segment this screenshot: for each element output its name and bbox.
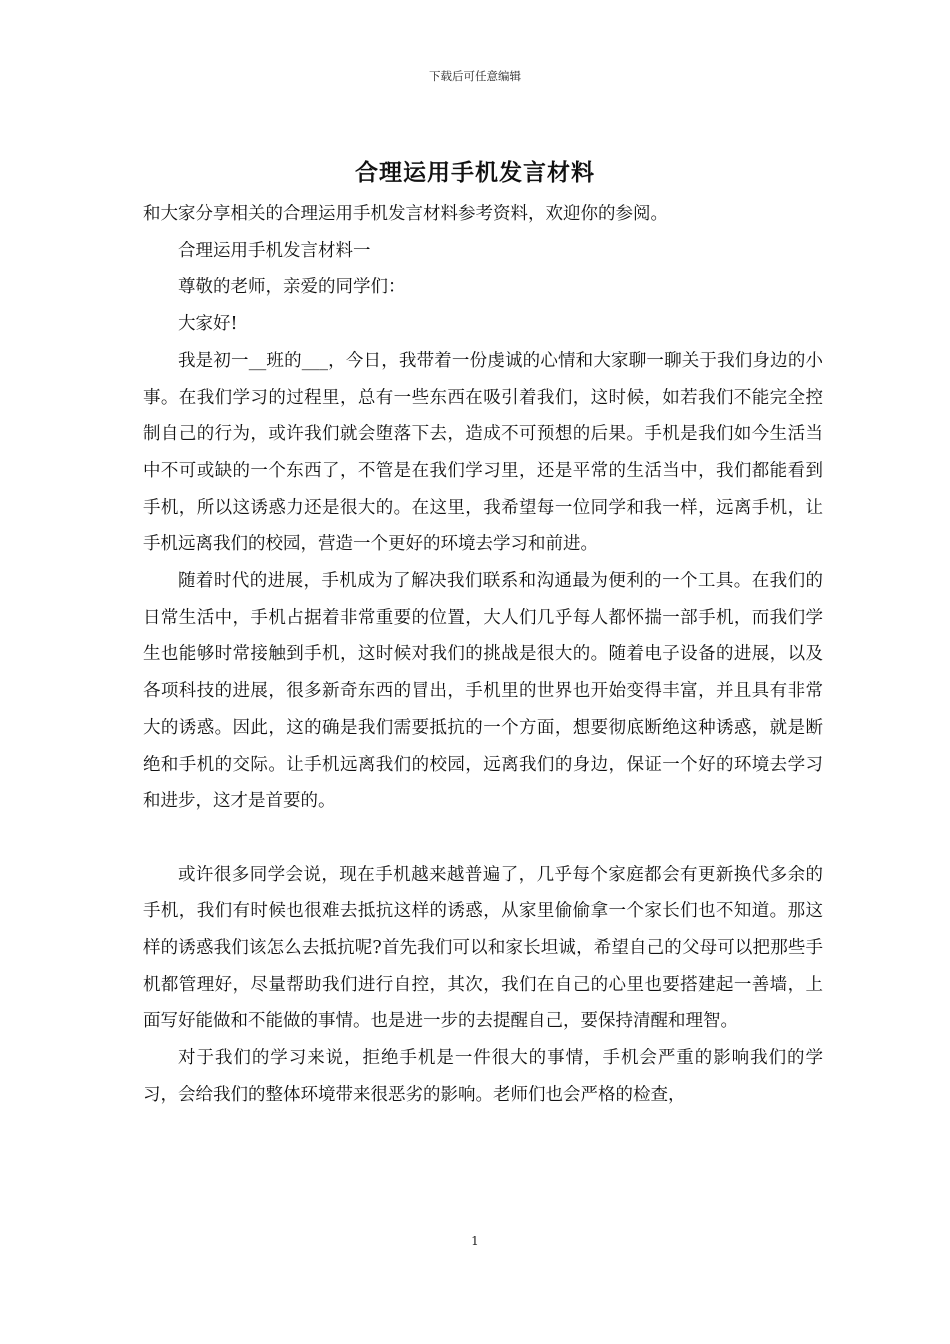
header-note: 下载后可任意编辑 bbox=[429, 69, 521, 83]
document-body bbox=[143, 196, 823, 1114]
body-paragraph: 对于我们的学习来说，拒绝手机是一件很大的事情，手机会严重的影响我们的学习，会给我们的整体环境带来很恶劣的影响。老师们也会严格的检查， bbox=[143, 1048, 823, 1105]
page-number: 1 bbox=[471, 1234, 479, 1248]
body-paragraph: 或许很多同学会说，现在手机越来越普遍了，几乎每个家庭都会有更新换代多余的手机，我们有时候也很难去抵抗这样的诱惑，从家里偷偷拿一个家长们也不知道。那这样的诱惑我们该怎么去抵抗呢?首先我们可以和家长坦诚，希望自己的父母可以把那些手机都管理好，尽量帮助我们进行自控，其次，我们在自己的心里也要搭建起一善墙，上面写好能做和不能做的事情。也是进一步的去提醒自己，要保持清醒和理智。 bbox=[143, 864, 823, 1032]
section-heading: 合理运用手机发言材料一 bbox=[178, 240, 371, 261]
intro-paragraph: 和大家分享相关的合理运用手机发言材料参考资料，欢迎你的参阅。 bbox=[143, 204, 668, 224]
body-paragraph: 随着时代的进展，手机成为了解决我们联系和沟通最为便利的一个工具。在我们的日常生活中，手机占据着非常重要的位置，大人们几乎每人都怀揣一部手机，而我们学生也能够时常接触到手机，这时候对我们的挑战是很大的。随着电子设备的进展，以及各项科技的进展，很多新奇东西的冒出，手机里的世界也开始变得丰富，并且具有非常大的诱惑。因此，这的确是我们需要抵抗的一个方面，想要彻底断绝这种诱惑，就是断绝和手机的交际。让手机远离我们的校园，远离我们的身边，保证一个好的环境去学习和进步，这才是首要的。 bbox=[143, 571, 823, 812]
document-title: 合理运用手机发言材料 bbox=[355, 159, 595, 186]
body-paragraph: 我是初一__班的___，今日，我带着一份虔诚的心情和大家聊一聊关于我们身边的小事。在我们学习的过程里，总有一些东西在吸引着我们，这时候，如若我们不能完全控制自己的行为，或许我们就会堕落下去，造成不可预想的后果。手机是我们如今生活当中不可或缺的一个东西了，不管是在我们学习里，还是平常的生活当中，我们都能看到手机，所以这诱惑力还是很大的。在这里，我希望每一位同学和我一样，远离手机，让手机远离我们的校园，营造一个更好的环境去学习和前进。 bbox=[143, 350, 823, 555]
salutation: 尊敬的老师，亲爱的同学们： bbox=[178, 277, 406, 298]
greeting: 大家好! bbox=[178, 314, 238, 335]
